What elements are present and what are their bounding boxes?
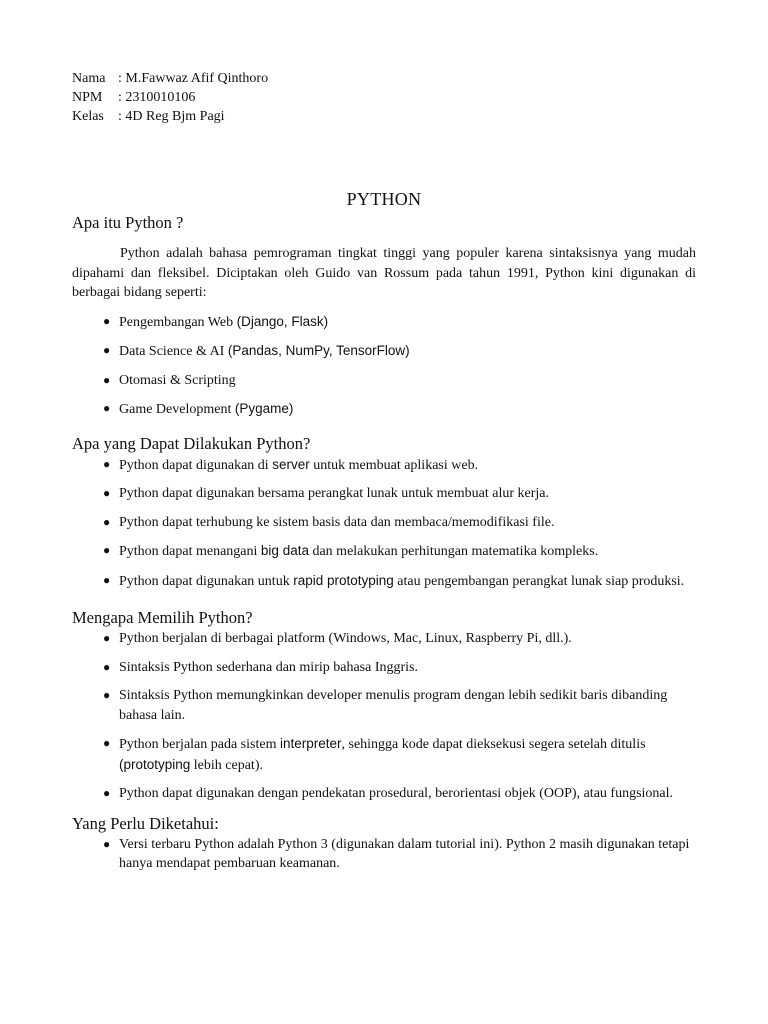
bullet-icon: ● xyxy=(103,688,111,702)
list-item: ● Python dapat digunakan di server untuk membuat aplikasi web. xyxy=(103,456,479,473)
bullet-icon: ● xyxy=(103,736,111,750)
notes-list xyxy=(72,835,696,874)
reasons-list xyxy=(72,629,696,804)
capability-list xyxy=(72,455,696,592)
info-value: : 2310010106 xyxy=(118,90,196,105)
bullet-icon: ● xyxy=(103,486,111,500)
document-title: PYTHON xyxy=(346,189,422,209)
bullet-icon: ● xyxy=(103,659,111,674)
list-item: ● Python dapat menangani big data dan melakukan perhitungan matematika kompleks. xyxy=(103,543,599,559)
list-item: ● Sintaksis Python sederhana dan mirip bahasa Inggris. xyxy=(119,658,696,678)
info-key: Nama xyxy=(72,71,106,86)
list-item: ● Python dapat digunakan dengan pendekatan prosedural, berorientasi objek (OOP), atau fungsional. xyxy=(119,784,696,804)
info-value: : M.Fawwaz Afif Qinthoro xyxy=(118,71,269,86)
bullet-icon: ● xyxy=(103,456,111,471)
bullet-icon: ● xyxy=(103,836,111,851)
info-row-kelas xyxy=(72,107,696,126)
student-info xyxy=(72,69,696,126)
list-item: ● Pengembangan Web (Django, Flask) xyxy=(103,313,329,330)
bullet-icon: ● xyxy=(103,572,111,587)
section-heading-apa-itu: Apa itu Python ? xyxy=(72,213,184,232)
bullet-icon: ● xyxy=(103,543,111,557)
list-item: ● Python berjalan di berbagai platform (Windows, Mac, Linux, Raspberry Pi, dll.). xyxy=(119,629,696,649)
document-page xyxy=(72,69,696,883)
intro-paragraph: Python adalah bahasa pemrograman tingkat tinggi yang populer karena sintaksisnya yang mudah dipahami dan fleksibel. Diciptakan oleh Guido van Rossum pada tahun 1991, Python kini digunakan di berbagai bidang seperti: xyxy=(72,246,696,300)
info-row-nama xyxy=(72,69,696,88)
list-item: ● Game Development (Pygame) xyxy=(103,401,294,417)
info-key: Kelas xyxy=(72,109,104,124)
list-item: ● Python berjalan pada sistem interpreter, sehingga kode dapat dieksekusi segera setelah ditulis (prototyping lebih cepat). xyxy=(103,736,646,773)
bullet-icon: ● xyxy=(103,313,111,328)
section-heading-mengapa: Mengapa Memilih Python? xyxy=(72,608,253,627)
list-item: ● Versi terbaru Python adalah Python 3 (digunakan dalam tutorial ini). Python 2 masih digunakan tetapi hanya mendapat pembaruan keamanan. xyxy=(103,836,690,871)
info-value: : 4D Reg Bjm Pagi xyxy=(118,109,225,124)
bullet-icon: ● xyxy=(103,372,111,387)
bullet-icon: ● xyxy=(103,631,111,645)
bullet-icon: ● xyxy=(103,343,111,357)
list-item: ● Python dapat digunakan bersama perangkat lunak untuk membuat alur kerja. xyxy=(119,484,696,504)
list-item: ● Sintaksis Python memungkinkan developer menulis program dengan lebih sedikit baris dibanding bahasa lain. xyxy=(103,688,668,723)
section-heading-perlu: Yang Perlu Diketahui: xyxy=(72,813,219,833)
bullet-icon: ● xyxy=(103,514,111,529)
bullet-icon: ● xyxy=(103,786,111,800)
info-key: NPM xyxy=(72,90,103,105)
section-heading-dapat: Apa yang Dapat Dilakukan Python? xyxy=(72,433,311,453)
bullet-icon: ● xyxy=(103,401,111,415)
usage-list xyxy=(72,312,696,420)
list-item: ● Data Science & AI (Pandas, NumPy, TensorFlow) xyxy=(103,343,410,359)
list-item: ● Python dapat digunakan untuk rapid prototyping atau pengembangan perangkat lunak siap produksi. xyxy=(103,572,685,589)
list-item: ● Otomasi & Scripting xyxy=(119,371,696,391)
list-item: ● Python dapat terhubung ke sistem basis data dan membaca/memodifikasi file. xyxy=(119,513,696,533)
info-row-npm xyxy=(72,88,696,107)
